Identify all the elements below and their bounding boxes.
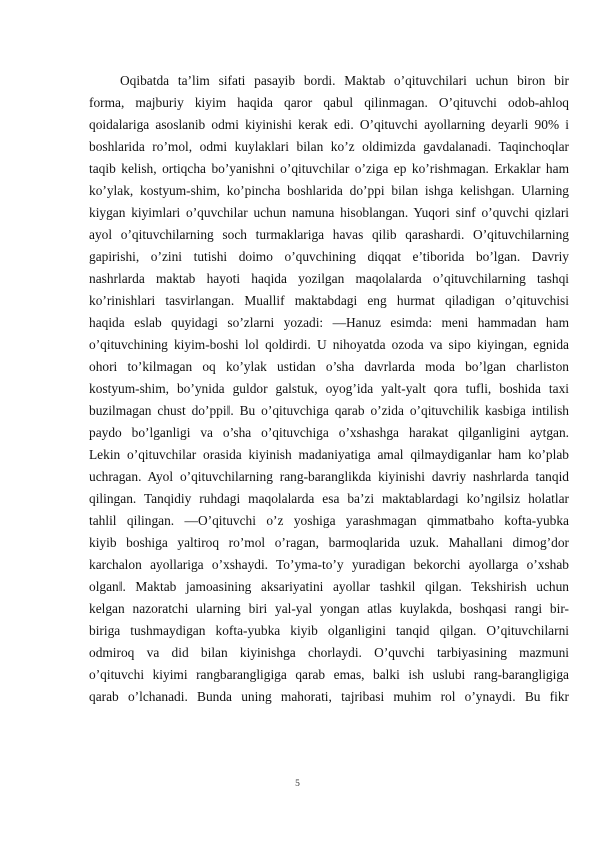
paragraph-line: boshlarida ro’mol, odmi kuylaklari bilan ko’z oldimizda gavdalanadi. Taqinchoqlar	[89, 139, 569, 154]
paragraph-line: qarab o’lchanadi. Bunda uning mahorati, tajribasi muhim rol o’ynaydi. Bu fikr	[89, 689, 569, 704]
paragraph-line: o’qituvchi kiyimi rangbarangligiga qarab emas, balki ish uslubi rang-barangligiga	[89, 667, 569, 682]
paragraph-line: gapirishi, o’zini tutishi doimo o’quvchining diqqat e’tiborida bo’lgan. Davriy	[89, 249, 569, 264]
paragraph-line: ohori to’kilmagan oq ko’ylak ustidan o’sha davrlarda moda bo’lgan charliston	[89, 359, 569, 374]
paragraph-line: kelgan nazoratchi ularning biri yal-yal yongan atlas kuylakda, boshqasi rangi bir-	[89, 601, 569, 616]
paragraph-line: qoidalariga asoslanib odmi kiyinishi kerak edi. O’qituvchi ayollarning deyarli 90% i	[89, 117, 569, 132]
paragraph-line: haqida eslab quyidagi so’zlarni yozadi: ―Hanuz esimda: meni hammadan ham	[89, 315, 569, 330]
paragraph-line: odmiroq va did bilan kiyinishga chorlaydi. O’quvchi tarbiyasining mazmuni	[89, 645, 569, 660]
paragraph-line: ko’ylak, kostyum-shim, ko’pincha boshlarida do’ppi bilan ishga kelishgan. Ularning	[89, 183, 569, 198]
paragraph-line: Oqibatda ta’lim sifati pasayib bordi. Maktab o’qituvchilari uchun biron bir	[120, 73, 569, 88]
paragraph-line: olgan‖. Maktab jamoasining aksariyatini ayollar tashkil qilgan. Tekshirish uchun	[89, 579, 569, 594]
paragraph-line: uchragan. Ayol o’qituvchilarning rang-baranglikda kiyinishi davriy nashrlarda tanqid	[89, 469, 569, 484]
paragraph-line: karchalon ayollariga o’xshaydi. To’yma-to’y yuradigan bekorchi ayollarga o’xshab	[89, 557, 569, 572]
page-number: 5	[295, 779, 300, 789]
paragraph-line: o’qituvchining kiyim-boshi lol qoldirdi. U nihoyatda ozoda va sipo kiyingan, egnida	[89, 337, 569, 352]
paragraph-line: kostyum-shim, bo’ynida guldor galstuk, oyog’ida yalt-yalt qora tufli, boshida taxi	[89, 381, 569, 396]
paragraph-line: kiygan kiyimlari o’quvchilar uchun namuna hisoblangan. Yuqori sinf o’quvchi qizlari	[89, 205, 569, 220]
paragraph-line: forma, majburiy kiyim haqida qaror qabul qilinmagan. O’qituvchi odob-ahloq	[89, 95, 569, 110]
paragraph-line: ko’rinishlari tasvirlangan. Muallif maktabdagi eng hurmat qiladigan o’qituvchisi	[89, 293, 569, 308]
paragraph-line: biriga tushmaydigan kofta-yubka kiyib olganligini tanqid qilgan. O’qituvchilarni	[89, 623, 569, 638]
paragraph-line: buzilmagan chust do’ppi‖. Bu o’qituvchiga qarab o’zida o’qituvchilik kasbiga intilish	[89, 403, 569, 418]
paragraph-line: nashrlarda maktab hayoti haqida yozilgan maqolalarda o’qituvchilarning tashqi	[89, 271, 569, 286]
paragraph-line: ayol o’qituvchilarning soch turmaklariga havas qilib qarashardi. O’qituvchilarning	[89, 227, 569, 242]
paragraph-line: kiyib boshiga yaltiroq ro’mol o’ragan, barmoqlarida uzuk. Mahallani dimog’dor	[89, 535, 569, 550]
paragraph-line: paydo bo’lganligi va o’sha o’qituvchiga o’xshashga harakat qilganligini aytgan.	[89, 425, 569, 440]
paragraph-line: Lekin o’qituvchilar orasida kiyinish madaniyatiga amal qilmaydiganlar ham ko’plab	[89, 447, 569, 462]
paragraph-line: qilingan. Tanqidiy ruhdagi maqolalarda esa ba’zi maktablardagi ko’ngilsiz holatlar	[89, 491, 569, 506]
body-paragraph	[89, 70, 569, 708]
paragraph-line: tahlil qilingan. ―O’qituvchi o’z yoshiga yarashmagan qimmatbaho kofta-yubka	[89, 513, 569, 528]
paragraph-line: taqib kelish, ortiqcha bo’yanishni o’qituvchilar o’ziga ep ko’rishmagan. Erkaklar ham	[89, 161, 569, 176]
